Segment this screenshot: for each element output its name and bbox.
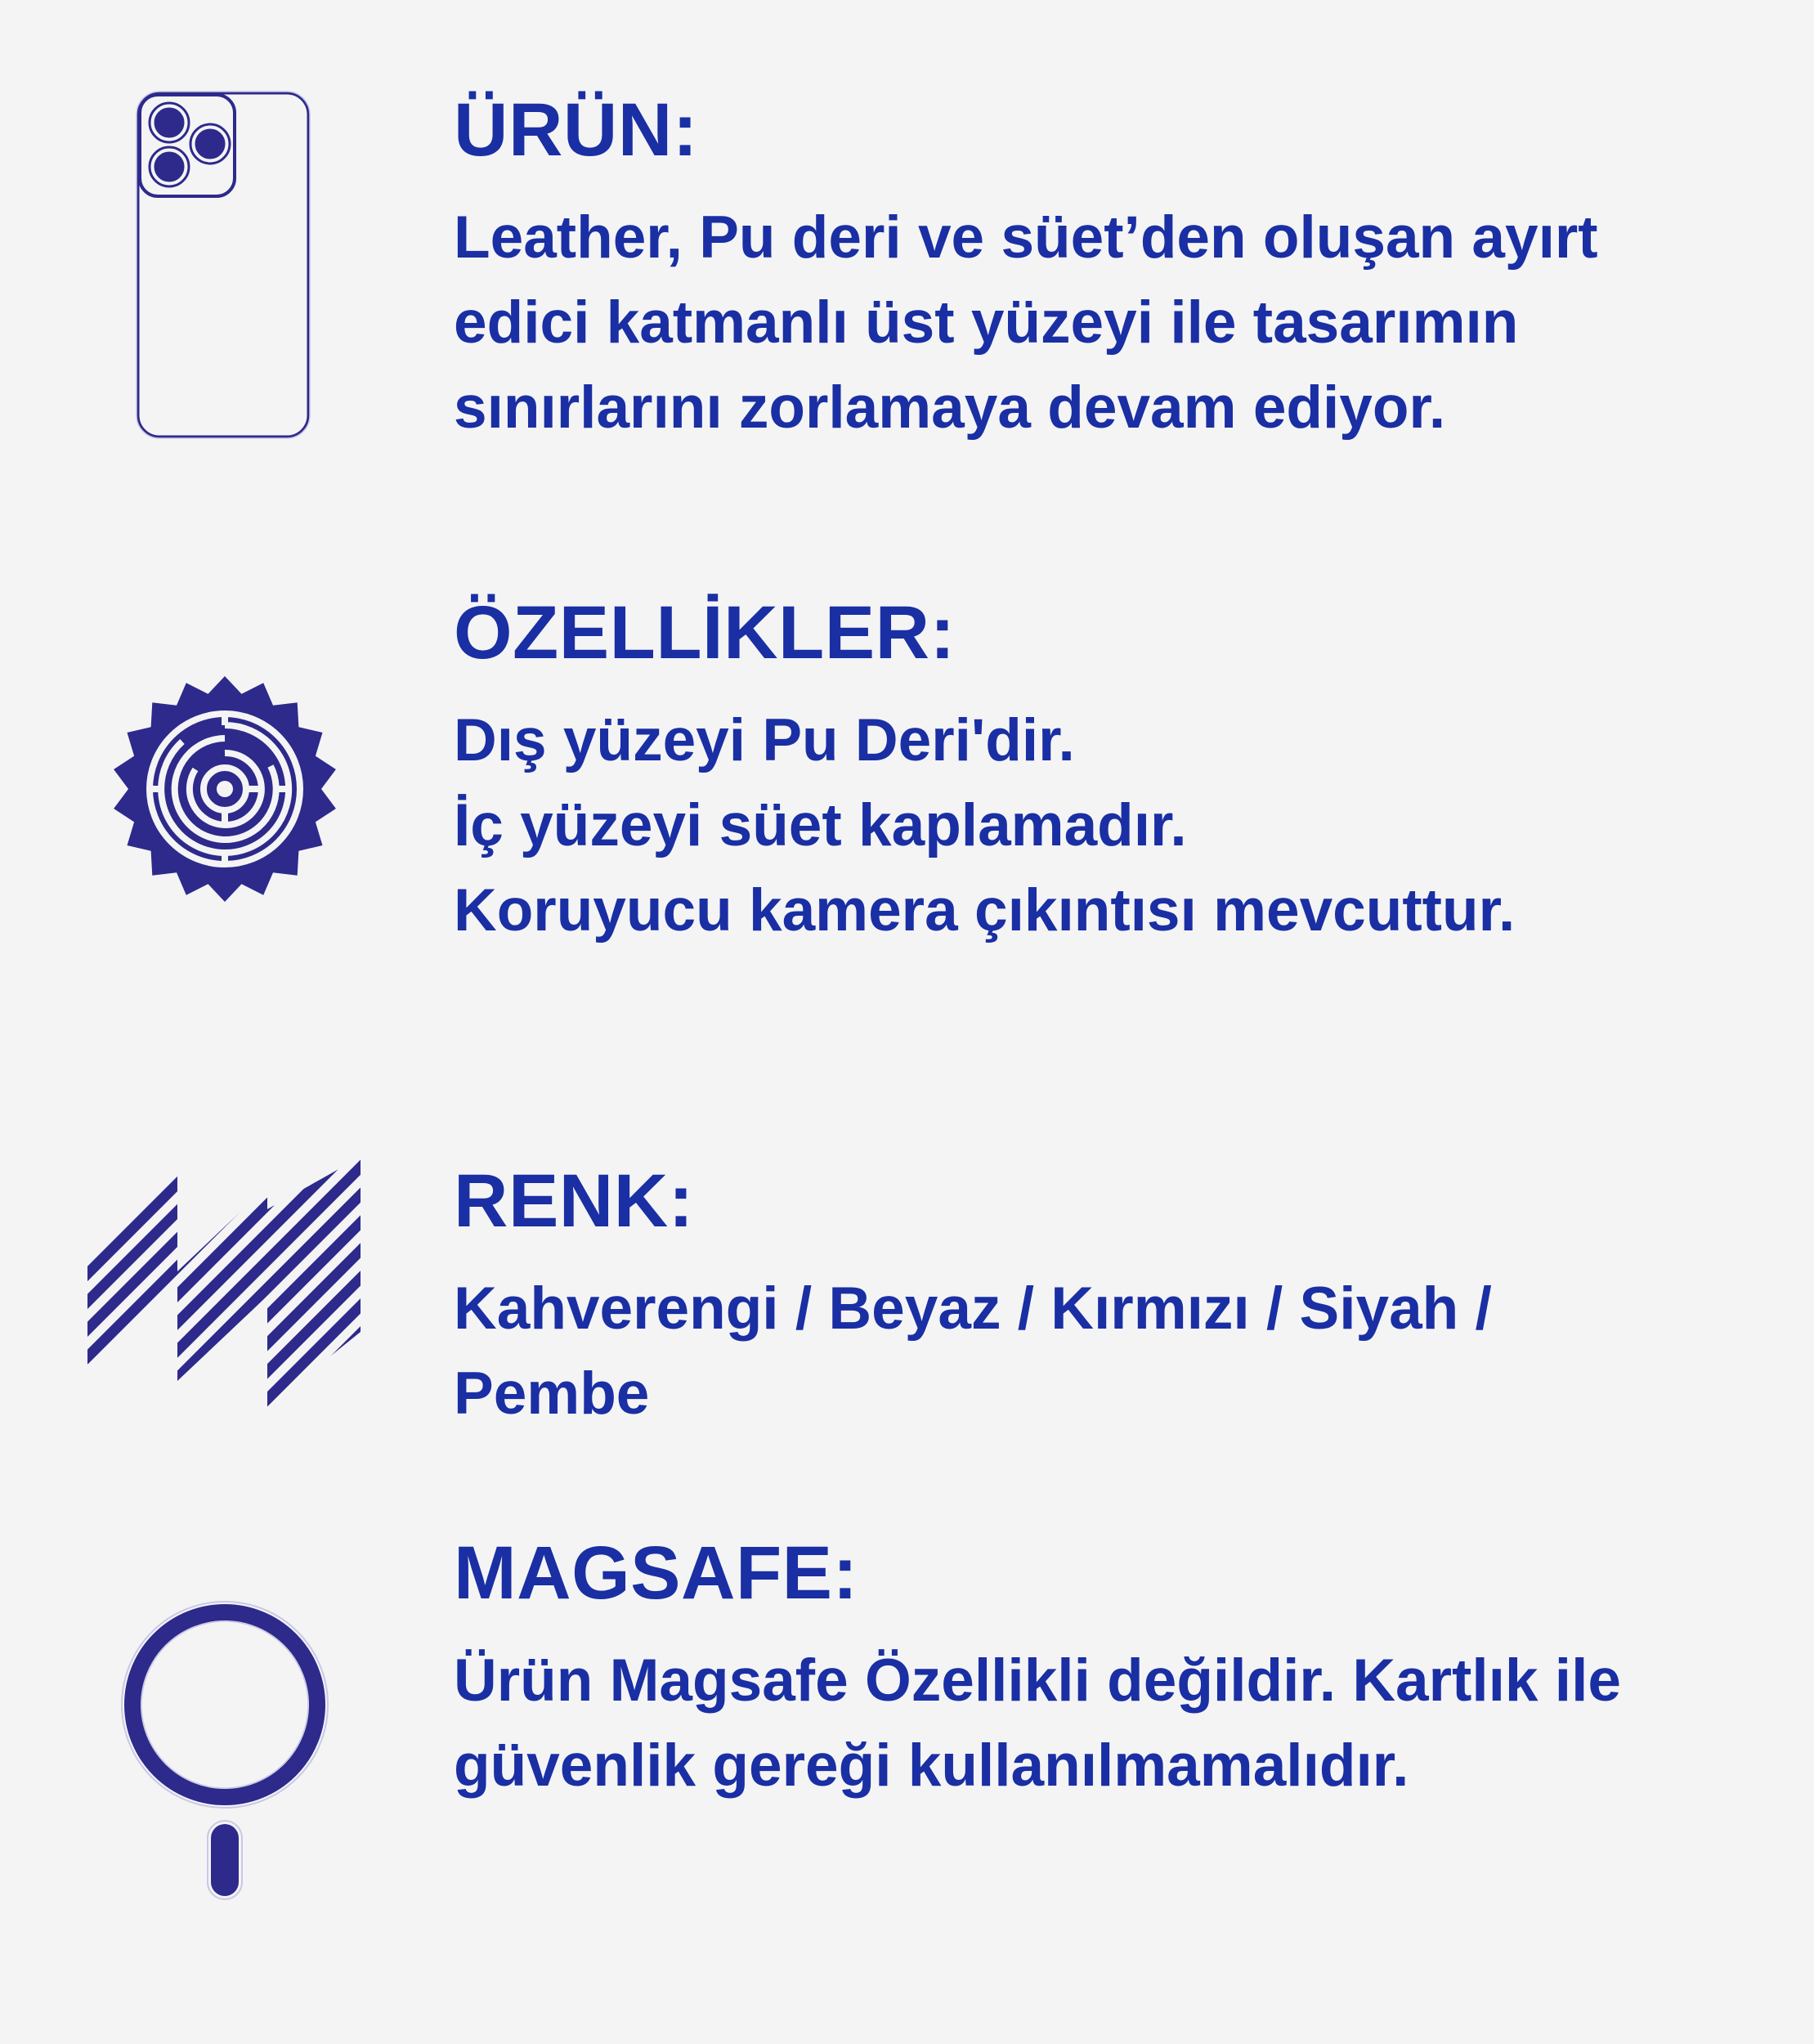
section-urun: [0, 0, 1814, 491]
renk-heading: RENK:: [454, 1159, 694, 1243]
magsafe-heading: MAGSAFE:: [454, 1531, 858, 1615]
renk-line-1: Kahverengi / Beyaz / Kırmızı / Siyah /: [454, 1275, 1492, 1342]
maze-badge-icon: [110, 675, 339, 903]
magsafe-text: [454, 1533, 1729, 1809]
magsafe-ring-icon: [119, 1598, 331, 1901]
magsafe-line-1: Ürün Magsafe Özellikli değildir. Kartlık ile: [454, 1647, 1621, 1715]
renk-description: [454, 1266, 1729, 1437]
ozellikler-line-1: Dış yüzeyi Pu Deri'dir.: [454, 707, 1075, 774]
ozellikler-heading: ÖZELLİKLER:: [454, 591, 956, 675]
magsafe-description: [454, 1638, 1729, 1809]
magsafe-line-2: güvenlik gereği kullanılmamalıdır.: [454, 1732, 1409, 1800]
ozellikler-line-3: Koruyucu kamera çıkıntısı mevcuttur.: [454, 877, 1516, 944]
phone-back-icon: [135, 90, 315, 442]
urun-line-2: edici katmanlı üst yüzeyi ile tasarımın: [454, 289, 1519, 356]
ozellikler-line-2: İç yüzeyi süet kaplamadır.: [454, 792, 1187, 859]
ozellikler-description: [454, 698, 1729, 953]
renk-text: [454, 1161, 1729, 1437]
urun-text: [454, 90, 1729, 450]
diagonal-stripes-icon: [86, 1157, 364, 1423]
urun-line-1: Leather, Pu deri ve süet’den oluşan ayırt: [454, 204, 1598, 271]
renk-line-2: Pembe: [454, 1360, 650, 1428]
ozellikler-text: [454, 593, 1729, 953]
urun-heading: ÜRÜN:: [454, 88, 698, 172]
urun-description: [454, 195, 1729, 450]
urun-line-3: sınırlarını zorlamaya devam ediyor.: [454, 374, 1446, 442]
